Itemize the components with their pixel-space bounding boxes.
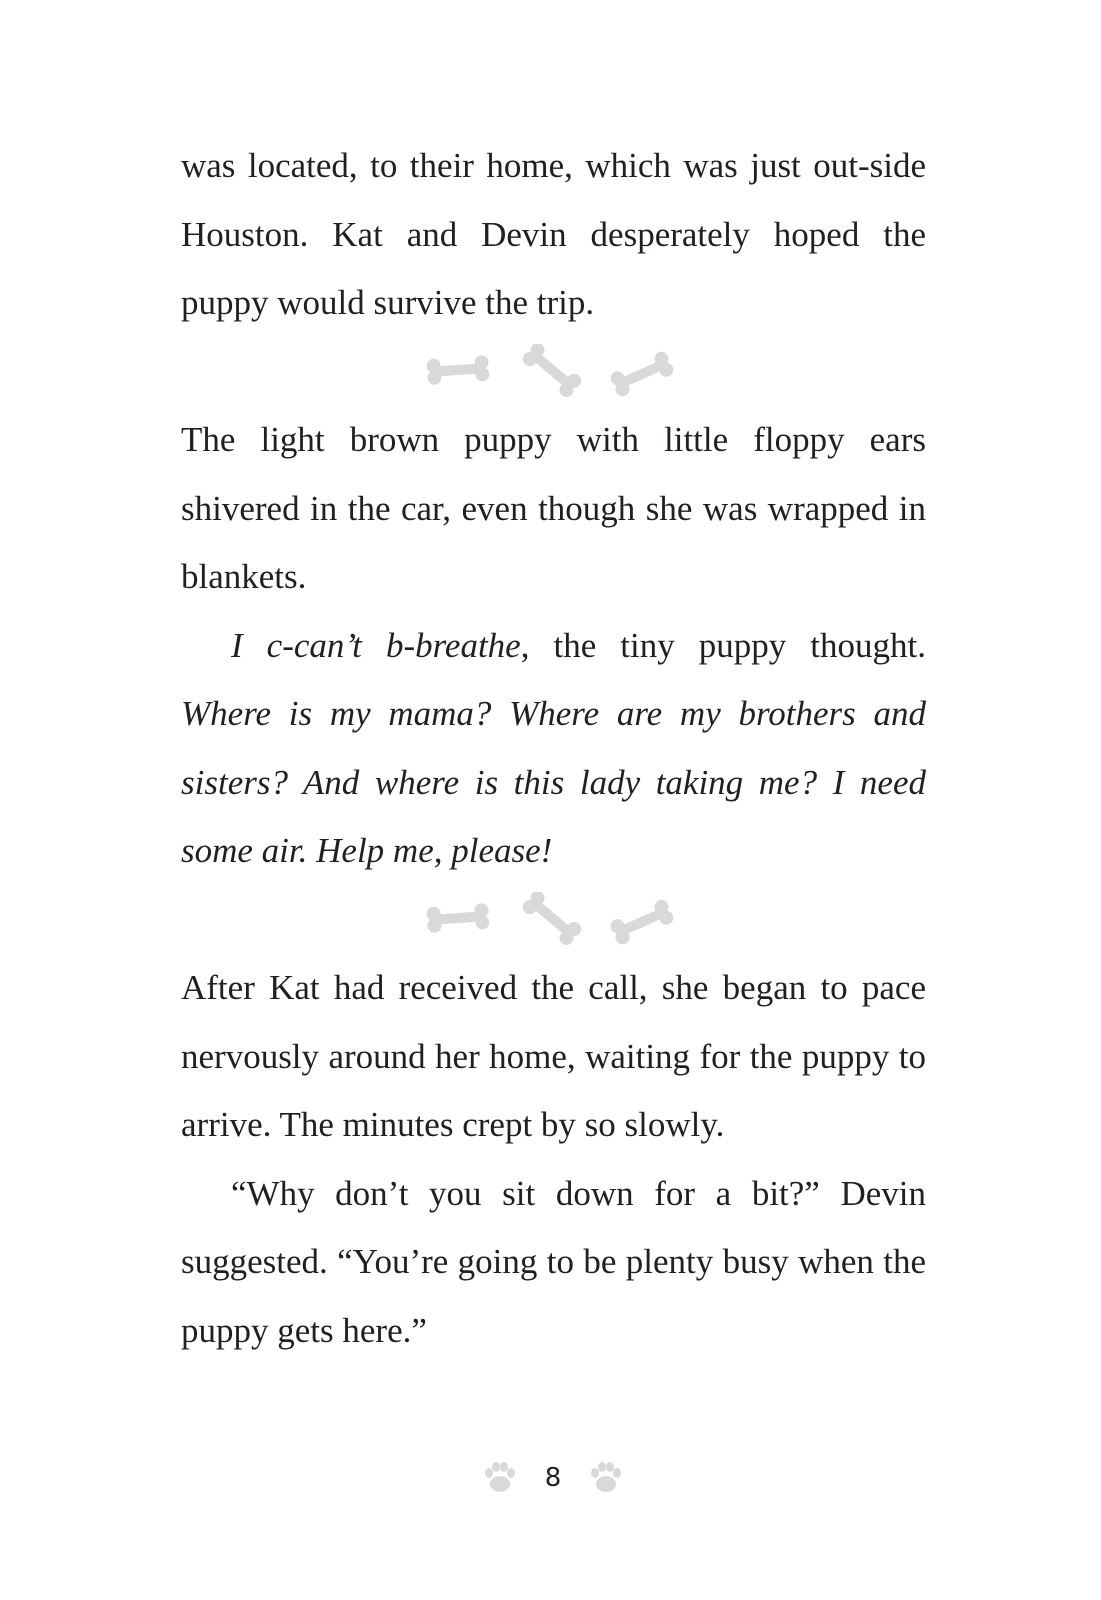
bone-icon	[426, 903, 490, 933]
bone-icon	[426, 355, 490, 385]
paw-print-icon	[480, 1458, 520, 1498]
bone-icon	[608, 898, 675, 947]
paw-print-icon	[586, 1458, 626, 1498]
italic-thought-end: Where is my mama? Where are my brothers and sisters? And where is this lady taking me? I need some air. Help me, please!	[181, 694, 926, 870]
bone-icon	[520, 344, 584, 400]
text-block-top	[181, 132, 926, 338]
paragraph-kat-waiting: After Kat had received the call, she began to pace nervously around her home, waiting for the puppy to arrive. The minutes crept by so slowly.	[181, 968, 926, 1144]
page-number: 8	[544, 1463, 562, 1493]
narration: , the tiny puppy thought.	[520, 625, 926, 665]
section-divider	[0, 892, 1101, 952]
text-block-middle	[181, 406, 926, 886]
bone-icon	[608, 350, 675, 399]
paragraph-devin-dialogue: “Why don’t you sit down for a bit?” Devin suggested. “You’re going to be plenty busy when the puppy gets here.”	[181, 1173, 926, 1350]
page-footer	[0, 1450, 1101, 1510]
bone-ornament	[420, 344, 680, 404]
section-divider	[0, 344, 1101, 404]
paragraph-puppy-car: The light brown puppy with little floppy ears shivered in the car, even though she was wrapped in blankets.	[181, 420, 926, 596]
paragraph-puppy-thoughts	[181, 612, 926, 886]
italic-thought-start: I c-can’t b-breathe	[231, 625, 521, 665]
bone-ornament	[420, 892, 680, 952]
bone-icon	[520, 892, 584, 948]
text-block-bottom	[181, 954, 926, 1365]
paragraph-continued: was located, to their home, which was just out-side Houston. Kat and Devin desperately hoped the puppy would survive the trip.	[181, 146, 926, 322]
